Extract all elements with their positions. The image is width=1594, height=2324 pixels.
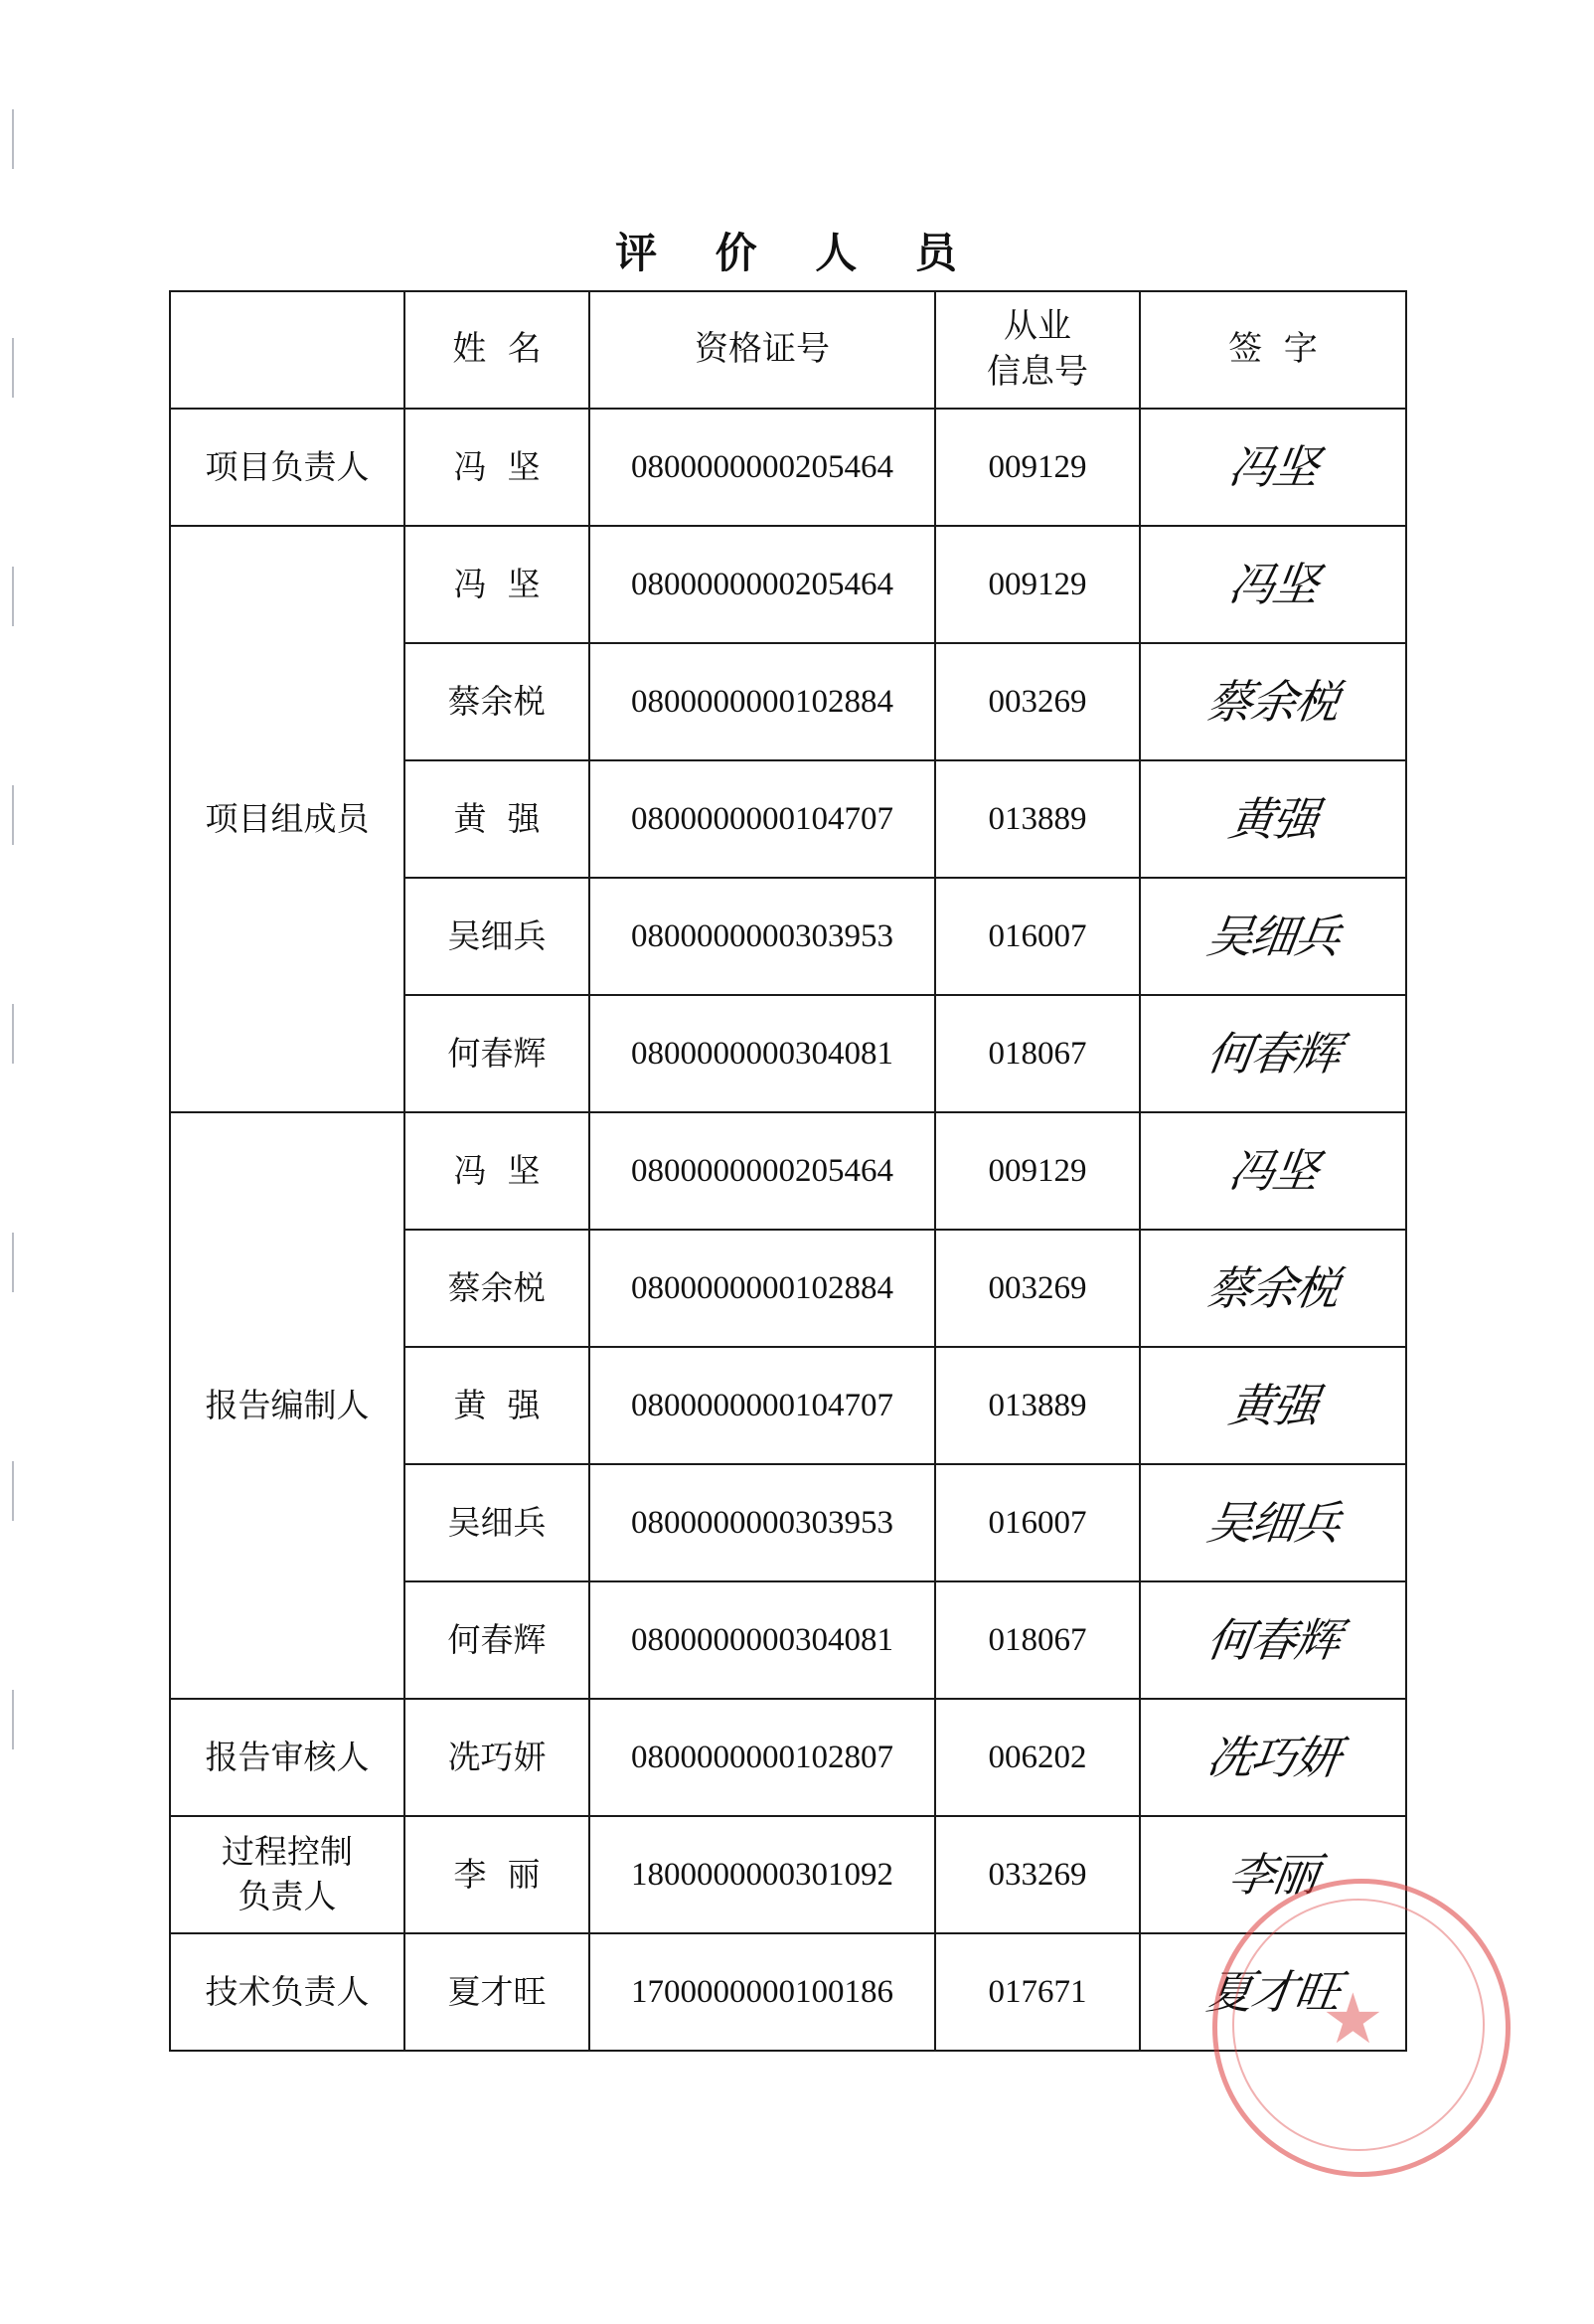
- name-cell: [404, 1816, 589, 1933]
- cert-number-cell: [589, 409, 935, 526]
- cert-number-cell: [589, 760, 935, 878]
- cert-number-cell: [589, 1581, 935, 1699]
- cert-number-cell: [589, 1464, 935, 1581]
- name-cell-text: 夏才旺: [447, 1971, 547, 2011]
- info-number-cell: [935, 1816, 1140, 1933]
- info-number-cell: [935, 526, 1140, 643]
- handwritten-signature: 蔡余棁: [1203, 674, 1343, 729]
- info-number-cell: [935, 1112, 1140, 1230]
- name-cell-text: 何春辉: [447, 1619, 547, 1659]
- signature-cell: [1140, 643, 1406, 760]
- table-row: [170, 526, 1406, 643]
- signature-cell: [1140, 1464, 1406, 1581]
- signature-cell: [1140, 760, 1406, 878]
- info-number-cell-text: 033269: [988, 1856, 1087, 1893]
- table-body: [170, 291, 1406, 2051]
- cert-number-cell-text: 0800000000102884: [631, 1269, 893, 1306]
- cert-number-cell-text: 1700000000100186: [631, 1973, 893, 2010]
- handwritten-signature: 李丽: [1225, 1847, 1321, 1902]
- handwritten-signature: 黄强: [1225, 1378, 1321, 1432]
- scan-edge-mark: [12, 1461, 14, 1521]
- header-cert: 资格证号: [589, 291, 935, 409]
- cert-number-cell-text: 0800000000104707: [631, 1387, 893, 1423]
- role-cell: 过程控制 负责人: [170, 1816, 404, 1933]
- cert-number-cell-text: 0800000000102884: [631, 683, 893, 720]
- info-number-cell-text: 018067: [988, 1035, 1087, 1072]
- info-number-cell: [935, 1933, 1140, 2051]
- seal-star-icon: ★: [1322, 1978, 1384, 2060]
- info-number-cell-text: 016007: [988, 917, 1087, 954]
- name-cell: [404, 760, 589, 878]
- name-cell: [404, 878, 589, 995]
- info-number-cell: [935, 995, 1140, 1112]
- cert-number-cell: [589, 643, 935, 760]
- header-row: [170, 291, 1406, 409]
- name-cell-text: 冯 坚: [453, 446, 541, 486]
- cert-number-cell-text: 0800000000205464: [631, 1152, 893, 1189]
- handwritten-signature: 冯坚: [1225, 557, 1321, 611]
- handwritten-signature: 夏才旺: [1203, 1964, 1343, 2019]
- signature-cell: [1140, 409, 1406, 526]
- info-number-cell: [935, 760, 1140, 878]
- handwritten-signature: 冯坚: [1225, 1143, 1321, 1198]
- cert-number-cell: [589, 1816, 935, 1933]
- info-number-cell-text: 009129: [988, 1152, 1087, 1189]
- table-row: [170, 1816, 1406, 1933]
- role-cell: 项目负责人: [170, 409, 404, 526]
- header-sign: 签 字: [1140, 291, 1406, 409]
- handwritten-signature: 吴细兵: [1203, 1495, 1343, 1550]
- name-cell-text: 吴细兵: [447, 915, 547, 955]
- info-number-cell: [935, 878, 1140, 995]
- info-number-cell-text: 009129: [988, 448, 1087, 485]
- name-cell: [404, 1933, 589, 2051]
- cert-number-cell: [589, 526, 935, 643]
- handwritten-signature: 吴细兵: [1203, 909, 1343, 963]
- header-info: [935, 291, 1140, 409]
- name-cell: [404, 1347, 589, 1464]
- info-number-cell-text: 013889: [988, 1387, 1087, 1423]
- signature-cell: [1140, 1347, 1406, 1464]
- signature-cell: [1140, 1112, 1406, 1230]
- header-info-line2: 信息号: [987, 352, 1088, 392]
- header-info-line1: 从业: [1004, 306, 1071, 347]
- info-number-cell-text: 003269: [988, 1269, 1087, 1306]
- cert-number-cell-text: 0800000000102807: [631, 1739, 893, 1775]
- name-cell-text: 蔡余棁: [447, 1267, 547, 1307]
- handwritten-signature: 何春辉: [1203, 1026, 1343, 1080]
- cert-number-cell: [589, 995, 935, 1112]
- signature-cell: [1140, 878, 1406, 995]
- signature-cell: [1140, 1230, 1406, 1347]
- page-title: 评 价 人 员: [615, 229, 979, 277]
- info-number-cell: [935, 1581, 1140, 1699]
- scan-edge-mark: [12, 338, 14, 398]
- name-cell-text: 吴细兵: [447, 1502, 547, 1542]
- handwritten-signature: 冼巧妍: [1203, 1730, 1343, 1784]
- handwritten-signature: 蔡余棁: [1203, 1260, 1343, 1315]
- info-number-cell-text: 006202: [988, 1739, 1087, 1775]
- name-cell: [404, 1230, 589, 1347]
- cert-number-cell: [589, 1230, 935, 1347]
- scan-edge-mark: [12, 567, 14, 626]
- cert-number-cell-text: 0800000000205464: [631, 448, 893, 485]
- info-number-cell: [935, 1230, 1140, 1347]
- name-cell: [404, 1699, 589, 1816]
- name-cell-text: 黄 强: [453, 1385, 541, 1424]
- handwritten-signature: 何春辉: [1203, 1612, 1343, 1667]
- table-row: [170, 409, 1406, 526]
- info-number-cell: [935, 1699, 1140, 1816]
- cert-number-cell-text: 1800000000301092: [631, 1856, 893, 1893]
- info-number-cell-text: 013889: [988, 800, 1087, 837]
- table-row: [170, 1112, 1406, 1230]
- role-cell: 报告审核人: [170, 1699, 404, 1816]
- cert-number-cell: [589, 878, 935, 995]
- name-cell-text: 冯 坚: [453, 1150, 541, 1190]
- name-cell: [404, 1464, 589, 1581]
- info-number-cell: [935, 1347, 1140, 1464]
- scan-edge-mark: [12, 1233, 14, 1292]
- name-cell: [404, 409, 589, 526]
- name-cell-text: 黄 强: [453, 798, 541, 838]
- name-cell-text: 李 丽: [453, 1854, 541, 1894]
- name-cell-text: 蔡余棁: [447, 681, 547, 721]
- handwritten-signature: 冯坚: [1225, 439, 1321, 494]
- cert-number-cell-text: 0800000000304081: [631, 1621, 893, 1658]
- signature-cell: [1140, 1581, 1406, 1699]
- role-cell: 项目组成员: [170, 526, 404, 1112]
- role-cell: 报告编制人: [170, 1112, 404, 1699]
- info-number-cell-text: 009129: [988, 566, 1087, 602]
- cert-number-cell: [589, 1347, 935, 1464]
- table-row: [170, 1699, 1406, 1816]
- cert-number-cell: [589, 1933, 935, 2051]
- name-cell: [404, 643, 589, 760]
- signature-cell: [1140, 526, 1406, 643]
- cert-number-cell-text: 0800000000104707: [631, 800, 893, 837]
- name-cell: [404, 1581, 589, 1699]
- cert-number-cell-text: 0800000000303953: [631, 917, 893, 954]
- name-cell: [404, 1112, 589, 1230]
- info-number-cell: [935, 643, 1140, 760]
- cert-number-cell-text: 0800000000303953: [631, 1504, 893, 1541]
- scan-edge-mark: [12, 1004, 14, 1064]
- info-number-cell-text: 016007: [988, 1504, 1087, 1541]
- name-cell: [404, 526, 589, 643]
- signature-cell: [1140, 1699, 1406, 1816]
- header-role: [170, 291, 404, 409]
- name-cell-text: 冯 坚: [453, 564, 541, 603]
- name-cell-text: 何春辉: [447, 1033, 547, 1073]
- handwritten-signature: 黄强: [1225, 791, 1321, 846]
- info-number-cell: [935, 409, 1140, 526]
- cert-number-cell-text: 0800000000304081: [631, 1035, 893, 1072]
- name-cell-text: 冼巧妍: [447, 1737, 547, 1776]
- name-cell: [404, 995, 589, 1112]
- info-number-cell: [935, 1464, 1140, 1581]
- scan-edge-mark: [12, 109, 14, 169]
- signature-cell: [1140, 995, 1406, 1112]
- cert-number-cell: [589, 1699, 935, 1816]
- cert-number-cell-text: 0800000000205464: [631, 566, 893, 602]
- scan-edge-mark: [12, 785, 14, 845]
- info-number-cell-text: 003269: [988, 683, 1087, 720]
- role-cell: 技术负责人: [170, 1933, 404, 2051]
- info-number-cell-text: 018067: [988, 1621, 1087, 1658]
- cert-number-cell: [589, 1112, 935, 1230]
- info-number-cell-text: 017671: [988, 1973, 1087, 2010]
- personnel-table: [169, 290, 1407, 2052]
- header-name: 姓 名: [404, 291, 589, 409]
- scan-edge-mark: [12, 1690, 14, 1749]
